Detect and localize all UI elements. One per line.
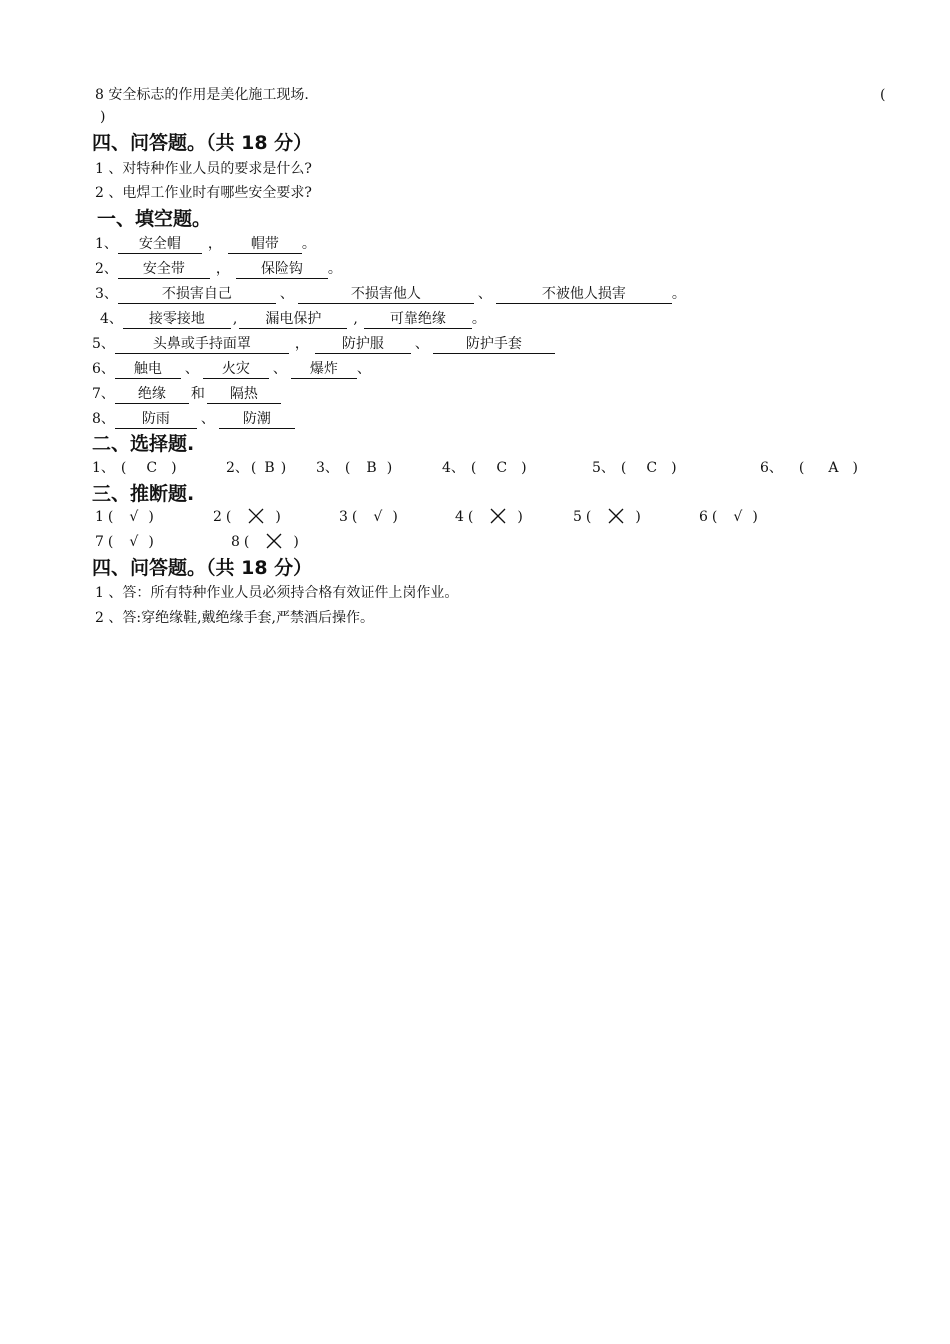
judge-number: 2 <box>213 509 222 525</box>
judge-item <box>573 508 641 526</box>
close-paren: ) <box>521 460 527 476</box>
fill-answer-row <box>100 310 486 329</box>
choice-item <box>226 459 286 477</box>
choice-answers <box>92 459 882 477</box>
answer-blank: 安全帽 <box>118 236 202 254</box>
judge-number: 1 <box>95 509 104 525</box>
choice-item <box>592 459 677 477</box>
close-paren: ) <box>275 509 281 525</box>
close-paren: ) <box>852 460 858 476</box>
judge-number: 3 <box>339 509 348 525</box>
choice-label: 1、 <box>92 460 115 476</box>
judge-item <box>231 533 299 551</box>
open-paren: ( <box>107 509 114 525</box>
answer-blank: 安全带 <box>118 261 210 279</box>
answer-blank: 防护手套 <box>433 336 555 354</box>
choice-answer: A <box>828 460 839 476</box>
separator: 。 <box>471 311 486 327</box>
row-number: 7、 <box>92 386 115 402</box>
question-8-close-paren: ) <box>100 109 106 125</box>
check-mark: √ <box>373 509 383 525</box>
fill-answer-row <box>92 385 281 404</box>
qa-answer-2: 2 、答:穿绝缘鞋,戴绝缘手套,严禁酒后操作。 <box>95 610 374 626</box>
close-paren: ) <box>171 460 177 476</box>
close-paren: ) <box>386 460 393 476</box>
open-paren: ( <box>344 460 351 476</box>
separator: ， <box>215 261 230 277</box>
separator: 。 <box>327 261 342 277</box>
row-number: 2、 <box>95 261 118 277</box>
choice-answer: B <box>366 460 377 476</box>
answer-blank: 不被他人损害 <box>496 286 672 304</box>
answer-blank: 火灾 <box>203 361 269 379</box>
close-paren: ) <box>517 509 523 525</box>
judge-item <box>455 508 523 526</box>
close-paren: ) <box>293 534 299 550</box>
question-8-open-paren: ( <box>880 87 886 103</box>
open-paren: ( <box>711 509 718 525</box>
answer-blank: 防雨 <box>115 411 197 429</box>
answer-choice-heading: 二、选择题. <box>92 433 195 455</box>
cross-icon <box>479 509 517 525</box>
open-paren: ( <box>107 534 114 550</box>
check-mark: √ <box>733 509 743 525</box>
separator: , <box>353 311 358 327</box>
row-number: 1、 <box>95 236 118 252</box>
choice-answer: B <box>264 460 275 476</box>
answer-blank: 不损害他人 <box>298 286 474 304</box>
fill-answer-row <box>92 410 295 429</box>
open-paren: ( <box>470 460 477 476</box>
cross-icon <box>255 534 293 550</box>
open-paren: ( <box>798 460 805 476</box>
separator: ， <box>294 336 309 352</box>
judge-item <box>95 533 154 551</box>
section-4-heading: 四、问答题。（共 18 分） <box>92 132 313 154</box>
choice-label: 2、 <box>226 460 249 476</box>
close-paren: ) <box>148 534 154 550</box>
fill-answer-row <box>92 360 371 379</box>
separator: 、 <box>477 286 492 302</box>
separator: 。 <box>671 286 686 302</box>
separator: 。 <box>301 236 316 252</box>
open-paren: ( <box>620 460 627 476</box>
answer-blank: 头鼻或手持面罩 <box>115 336 289 354</box>
separator: ， <box>207 236 222 252</box>
judge-item <box>95 508 154 526</box>
question-8 <box>95 86 309 104</box>
check-mark: √ <box>129 534 139 550</box>
close-paren: ) <box>635 509 641 525</box>
choice-item <box>442 459 527 477</box>
answer-judge-heading: 三、推断题. <box>92 483 195 505</box>
judge-number: 4 <box>455 509 464 525</box>
separator: 、 <box>356 361 371 377</box>
separator: 和 <box>190 386 205 402</box>
separator: 、 <box>184 361 199 377</box>
separator: 、 <box>414 336 429 352</box>
row-number: 5、 <box>92 336 115 352</box>
answer-qa-heading: 四、问答题。（共 18 分） <box>92 557 313 579</box>
answer-blank: 不损害自己 <box>118 286 276 304</box>
judge-number: 7 <box>95 534 104 550</box>
open-paren: ( <box>585 509 592 525</box>
answer-blank: 绝缘 <box>115 386 189 404</box>
row-number: 8、 <box>92 411 115 427</box>
answer-blank: 隔热 <box>207 386 281 404</box>
qa-question-1: 1 、对特种作业人员的要求是什么? <box>95 161 312 177</box>
judge-answers-row-1 <box>95 508 885 530</box>
judge-number: 6 <box>699 509 708 525</box>
cross-icon <box>597 509 635 525</box>
choice-item <box>760 459 858 477</box>
row-number: 6、 <box>92 361 115 377</box>
separator: , <box>232 311 238 327</box>
judge-item <box>213 508 281 526</box>
answer-blank: 可靠绝缘 <box>364 311 472 329</box>
judge-answers-row-2 <box>95 533 885 555</box>
answer-blank: 爆炸 <box>291 361 357 379</box>
answer-blank: 触电 <box>115 361 181 379</box>
fill-answer-row <box>95 285 686 304</box>
fill-answer-row <box>92 335 555 354</box>
open-paren: ( <box>243 534 250 550</box>
judge-item <box>699 508 758 526</box>
answer-blank: 漏电保护 <box>239 311 347 329</box>
question-8-text: 8 安全标志的作用是美化施工现场. <box>95 87 309 103</box>
close-paren: ) <box>280 460 287 476</box>
open-paren: ( <box>351 509 358 525</box>
fill-answer-row <box>95 260 342 279</box>
open-paren: ( <box>467 509 474 525</box>
check-mark: √ <box>129 509 139 525</box>
open-paren: ( <box>250 460 257 476</box>
answer-fill-heading: 一、填空题。 <box>97 208 212 230</box>
judge-item <box>339 508 398 526</box>
close-paren: ) <box>148 509 154 525</box>
answer-blank: 保险钩 <box>236 261 328 279</box>
qa-answer-1: 1 、答：所有特种作业人员必须持合格有效证件上岗作业。 <box>95 585 459 601</box>
answer-blank: 防潮 <box>219 411 295 429</box>
choice-label: 4、 <box>442 460 465 476</box>
open-paren: ( <box>120 460 127 476</box>
choice-answer: C <box>496 460 508 476</box>
choice-label: 3、 <box>316 460 339 476</box>
judge-number: 5 <box>573 509 582 525</box>
answer-blank: 接零接地 <box>123 311 231 329</box>
judge-number: 8 <box>231 534 240 550</box>
qa-question-2: 2 、电焊工作业时有哪些安全要求? <box>95 185 312 201</box>
row-number: 3、 <box>95 286 118 302</box>
choice-label: 6、 <box>760 460 783 476</box>
separator: 、 <box>200 411 215 427</box>
close-paren: ) <box>752 509 758 525</box>
separator: 、 <box>272 361 287 377</box>
separator: 、 <box>279 286 294 302</box>
row-number: 4、 <box>100 311 123 327</box>
choice-item <box>92 459 177 477</box>
answer-blank: 帽带 <box>228 236 302 254</box>
choice-answer: C <box>646 460 658 476</box>
choice-label: 5、 <box>592 460 615 476</box>
close-paren: ) <box>671 460 677 476</box>
open-paren: ( <box>225 509 232 525</box>
close-paren: ) <box>392 509 398 525</box>
answer-blank: 防护服 <box>315 336 411 354</box>
choice-item <box>316 459 392 477</box>
fill-answer-row <box>95 235 316 254</box>
choice-answer: C <box>146 460 158 476</box>
cross-icon <box>237 509 275 525</box>
